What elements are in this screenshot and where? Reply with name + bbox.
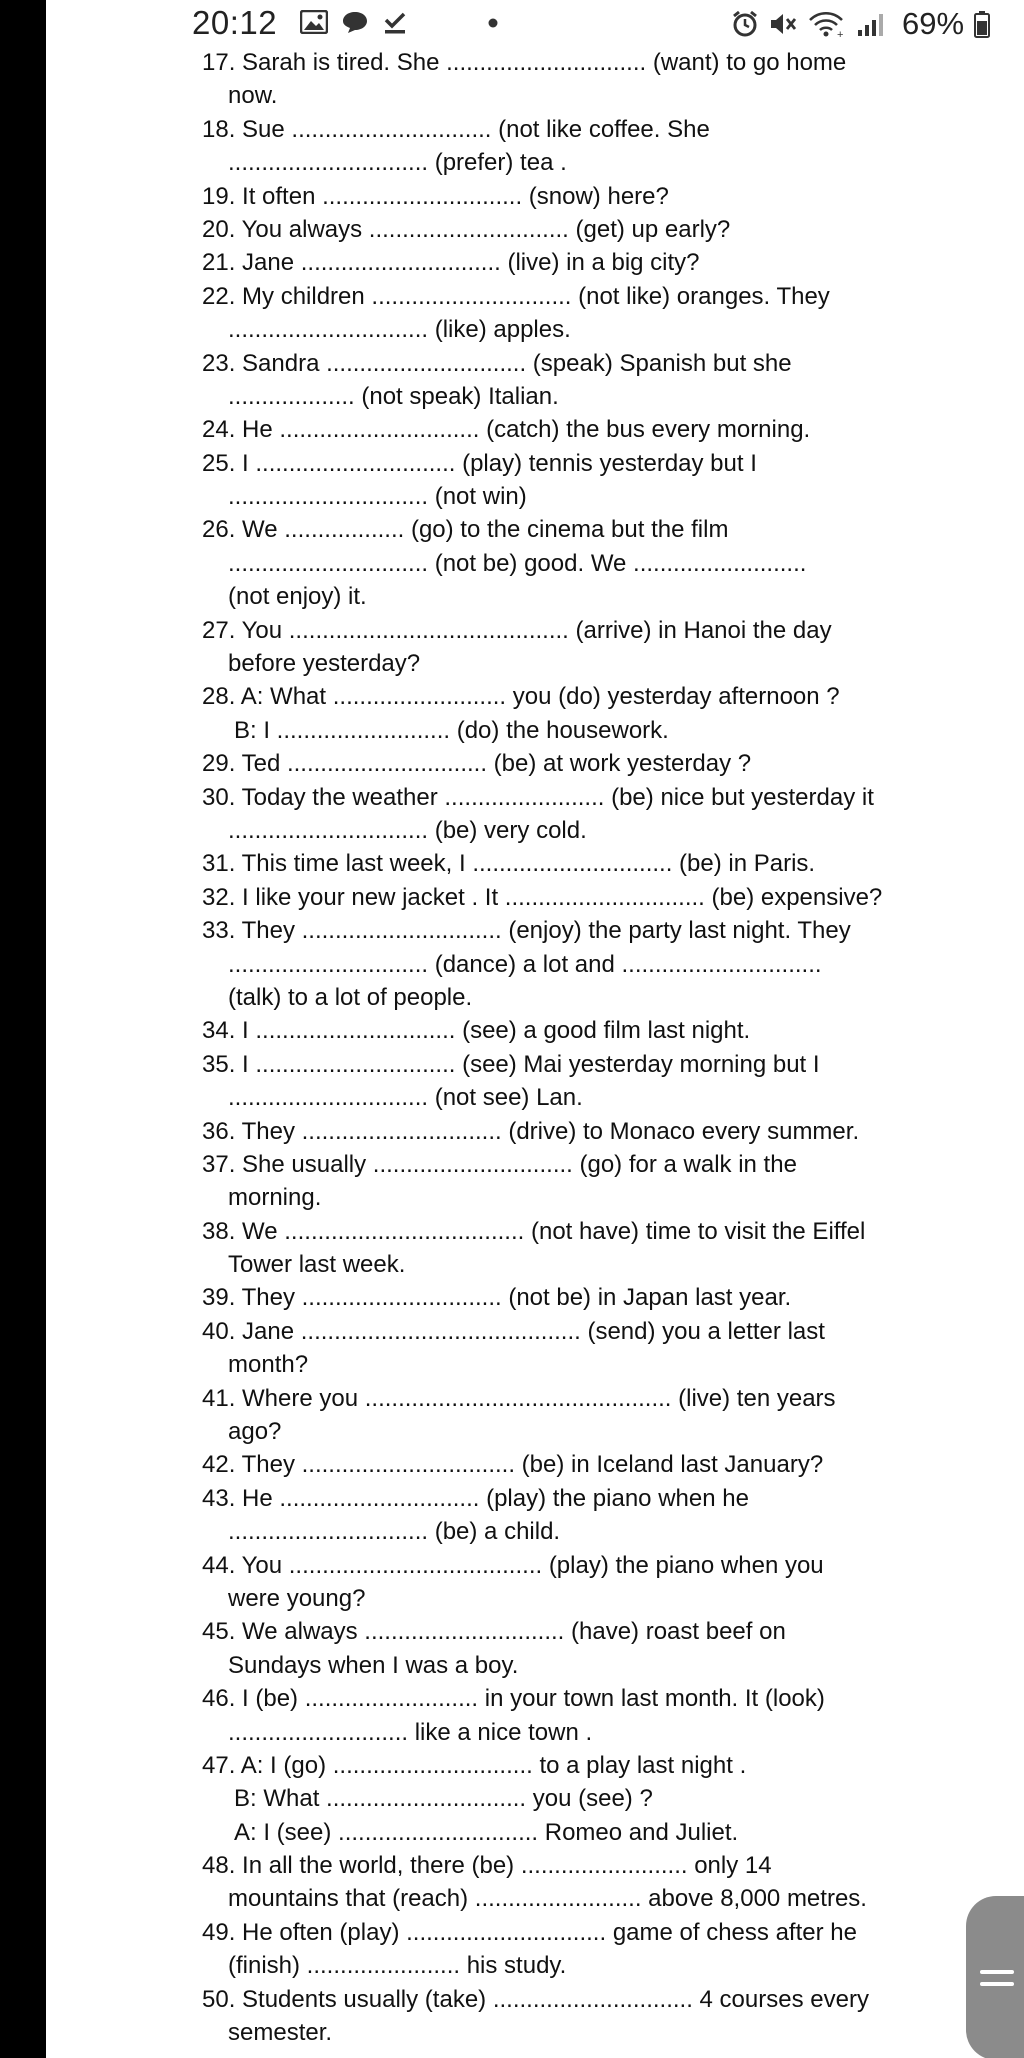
status-bar bbox=[46, 0, 1024, 48]
wifi-icon bbox=[808, 9, 846, 39]
question-50: 50. Students usually (take) .............................. 4 courses every bbox=[202, 1985, 869, 2013]
question-46-cont: ........................... like a nice town . bbox=[228, 1718, 593, 1746]
question-41-cont: ago? bbox=[228, 1418, 282, 1446]
worksheet bbox=[202, 46, 982, 2049]
question-39: 39. They .............................. (not be) in Japan last year. bbox=[202, 1284, 792, 1312]
question-24: 24. He .............................. (catch) the bus every morning. bbox=[202, 416, 811, 444]
question-45-cont: Sundays when I was a boy. bbox=[228, 1651, 519, 1679]
question-30: 30. Today the weather ........................ (be) nice but yesterday it bbox=[202, 783, 874, 811]
question-26: 26. We .................. (go) to the cinema but the film bbox=[202, 516, 729, 544]
question-27-cont: before yesterday? bbox=[228, 650, 421, 678]
question-22: 22. My children .............................. (not like) oranges. They bbox=[202, 282, 830, 310]
svg-text:+: + bbox=[837, 29, 844, 39]
question-18-cont: .............................. (prefer) tea . bbox=[228, 149, 567, 177]
question-33-cont-2: (talk) to a lot of people. bbox=[228, 983, 473, 1011]
alarm-icon bbox=[732, 10, 758, 38]
question-30-cont: .............................. (be) very cold. bbox=[228, 816, 587, 844]
question-17: 17. Sarah is tired. She .............................. (want) to go home bbox=[202, 49, 847, 76]
download-done-icon bbox=[382, 10, 408, 36]
question-36: 36. They .............................. (drive) to Monaco every summer. bbox=[202, 1117, 860, 1145]
question-29: 29. Ted .............................. (be) at work yesterday ? bbox=[202, 750, 752, 778]
question-35-cont: .............................. (not see) Lan. bbox=[228, 1084, 583, 1112]
question-47-a2: A: I (see) .............................. Romeo and Juliet. bbox=[234, 1818, 739, 1846]
question-17-cont: now. bbox=[228, 82, 278, 110]
question-48: 48. In all the world, there (be) ......................... only 14 bbox=[202, 1852, 772, 1880]
question-25-cont: .............................. (not win) bbox=[228, 483, 527, 511]
question-26-cont: .............................. (not be) good. We .......................... bbox=[228, 549, 807, 577]
question-23: 23. Sandra .............................. (speak) Spanish but she bbox=[202, 349, 792, 377]
question-37-cont: morning. bbox=[228, 1184, 322, 1212]
question-44: 44. You ...................................... (play) the piano when you bbox=[202, 1551, 824, 1579]
question-48-cont: mountains that (reach) ......................... above 8,000 metres. bbox=[228, 1885, 867, 1913]
question-27: 27. You .......................................... (arrive) in Hanoi the day bbox=[202, 616, 832, 644]
question-33: 33. They .............................. (enjoy) the party last night. They bbox=[202, 917, 851, 945]
question-45: 45. We always .............................. (have) roast beef on bbox=[202, 1618, 786, 1646]
question-46: 46. I (be) .......................... in your town last month. It (look) bbox=[202, 1685, 825, 1713]
grip-line-icon bbox=[980, 1982, 1014, 1986]
question-31: 31. This time last week, I .............................. (be) in Paris. bbox=[202, 850, 816, 878]
battery-percent: 69% bbox=[902, 6, 965, 41]
question-23-cont: ................... (not speak) Italian. bbox=[228, 382, 559, 410]
question-49: 49. He often (play) .............................. game of chess after he bbox=[202, 1918, 857, 1946]
gallery-icon bbox=[300, 10, 328, 34]
question-44-cont: were young? bbox=[228, 1584, 366, 1612]
status-time: 20:12 bbox=[192, 4, 278, 41]
question-49-cont: (finish) ....................... his study. bbox=[228, 1952, 567, 1980]
question-32: 32. I like your new jacket . It .............................. (be) expensive? bbox=[202, 883, 883, 911]
question-40-cont: month? bbox=[228, 1351, 309, 1379]
question-19: 19. It often .............................. (snow) here? bbox=[202, 182, 669, 210]
question-33-cont: .............................. (dance) a lot and .............................. bbox=[228, 950, 822, 978]
scroll-handle[interactable] bbox=[966, 1896, 1024, 2058]
question-41: 41. Where you .............................................. (live) ten years bbox=[202, 1384, 836, 1412]
status-right bbox=[732, 4, 990, 44]
question-26-cont-2: (not enjoy) it. bbox=[228, 583, 367, 611]
question-34: 34. I .............................. (see) a good film last night. bbox=[202, 1017, 751, 1045]
question-38: 38. We .................................... (not have) time to visit the Eiffel bbox=[202, 1217, 866, 1245]
question-22-cont: .............................. (like) apples. bbox=[228, 316, 571, 344]
question-25: 25. I .............................. (play) tennis yesterday but I bbox=[202, 449, 757, 477]
question-47-b: B: What .............................. you (see) ? bbox=[234, 1785, 653, 1813]
chat-bubble-icon bbox=[342, 10, 368, 34]
question-28: 28. A: What .......................... you (do) yesterday afternoon ? bbox=[202, 683, 840, 711]
screen bbox=[46, 0, 1024, 2058]
mute-icon bbox=[768, 10, 798, 38]
question-20: 20. You always .............................. (get) up early? bbox=[202, 215, 731, 243]
question-43-cont: .............................. (be) a child. bbox=[228, 1518, 561, 1546]
question-21: 21. Jane .............................. (live) in a big city? bbox=[202, 249, 700, 277]
grip-line-icon bbox=[980, 1970, 1014, 1974]
question-43: 43. He .............................. (play) the piano when he bbox=[202, 1484, 749, 1512]
signal-icon bbox=[856, 10, 890, 38]
question-35: 35. I .............................. (see) Mai yesterday morning but I bbox=[202, 1050, 820, 1078]
question-18: 18. Sue .............................. (not like coffee. She bbox=[202, 115, 710, 143]
question-47: 47. A: I (go) .............................. to a play last night . bbox=[202, 1751, 747, 1779]
question-42: 42. They ................................ (be) in Iceland last January? bbox=[202, 1451, 824, 1479]
question-38-cont: Tower last week. bbox=[228, 1251, 406, 1279]
question-37: 37. She usually .............................. (go) for a walk in the bbox=[202, 1150, 797, 1178]
battery-icon bbox=[974, 10, 990, 38]
question-28-b: B: I .......................... (do) the housework. bbox=[234, 716, 669, 744]
question-40: 40. Jane .......................................... (send) you a letter last bbox=[202, 1317, 825, 1345]
dot-icon bbox=[488, 18, 498, 28]
question-50-cont: semester. bbox=[228, 2019, 333, 2047]
